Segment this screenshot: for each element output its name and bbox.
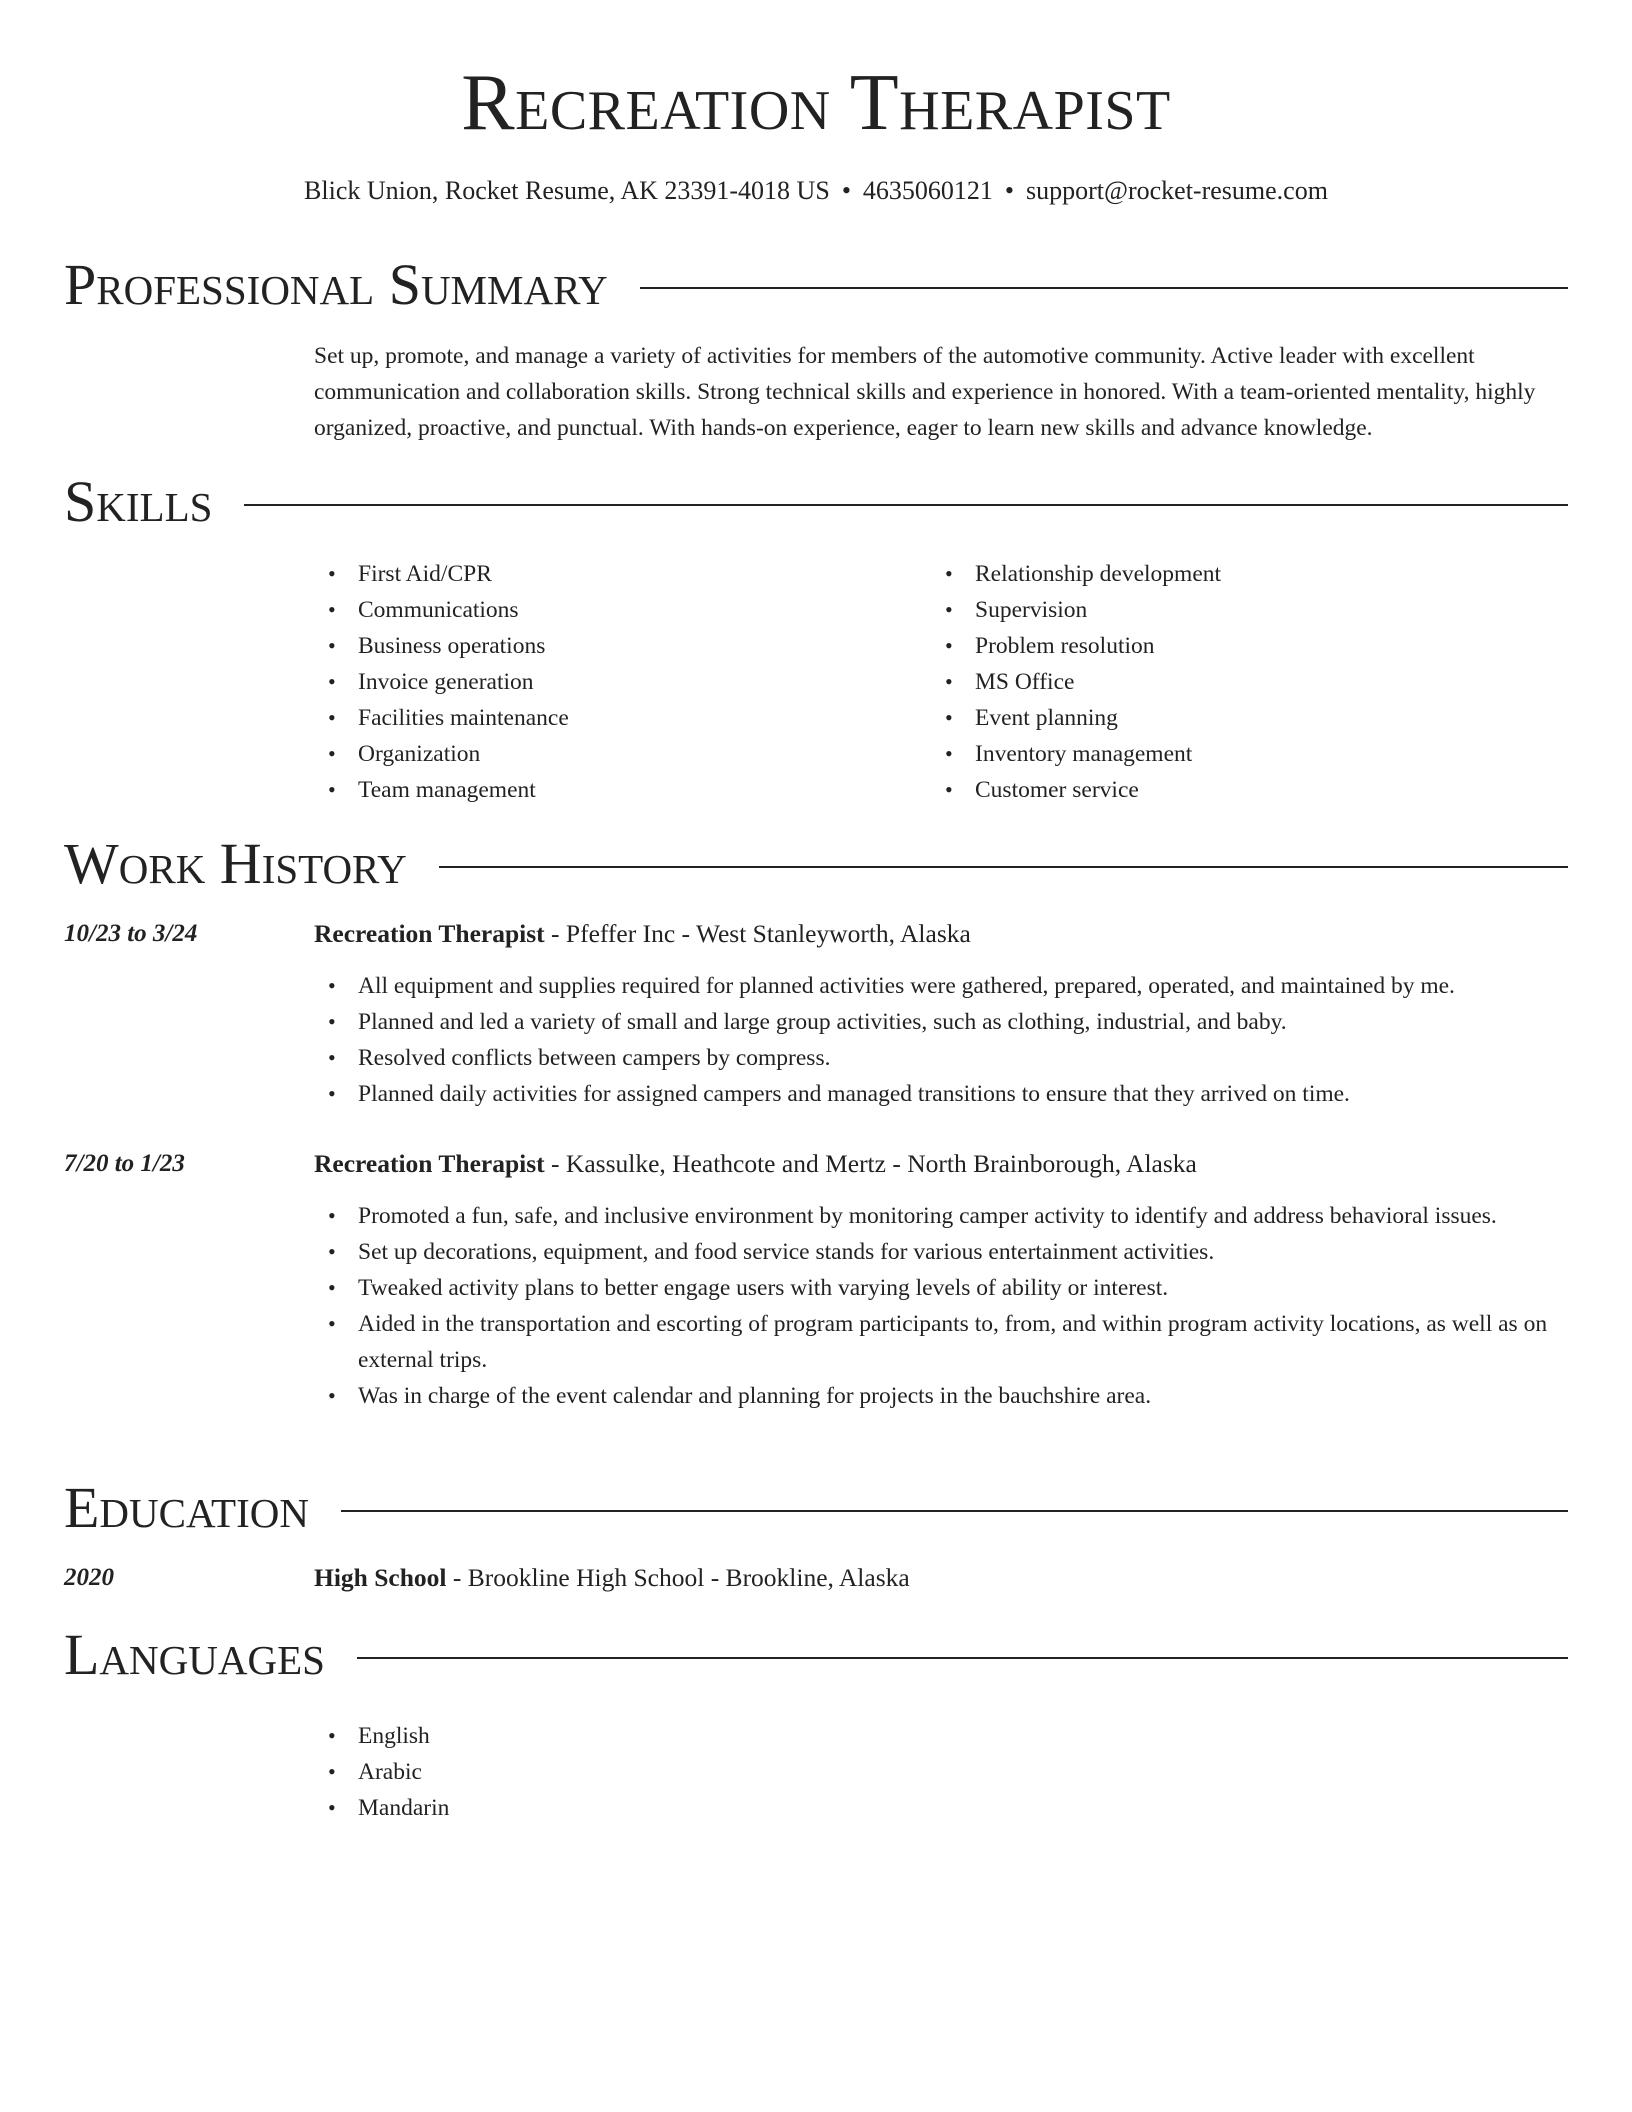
section-divider bbox=[357, 1657, 1568, 1659]
job-bullet: • Planned daily activities for assigned campers and managed transitions to ensure that they arrived on time. bbox=[314, 1076, 1568, 1112]
skill-item: • Team management bbox=[314, 772, 914, 808]
skills-list-left bbox=[314, 556, 914, 808]
languages-section-header bbox=[64, 1624, 1568, 1686]
job-dates: 10/23 to 3/24 bbox=[64, 920, 198, 947]
job-bullet-list bbox=[314, 968, 1568, 1112]
section-divider bbox=[640, 287, 1568, 289]
skill-item: • Communications bbox=[314, 592, 914, 628]
skill-item: • Inventory management bbox=[931, 736, 1531, 772]
languages-section-title: Languages bbox=[64, 1622, 325, 1687]
job-bullet: • All equipment and supplies required for planned activities were gathered, prepared, operated, and maintained by me. bbox=[314, 968, 1568, 1004]
languages-list bbox=[314, 1718, 914, 1826]
contact-separator: • bbox=[841, 176, 851, 205]
summary-section-header bbox=[64, 254, 1568, 316]
education-line bbox=[314, 1560, 1568, 1596]
skill-item: • MS Office bbox=[931, 664, 1531, 700]
skills-section-title: Skills bbox=[64, 469, 213, 534]
contact-phone: 4635060121 bbox=[862, 176, 993, 205]
skill-item: • Facilities maintenance bbox=[314, 700, 914, 736]
contact-separator: • bbox=[1004, 176, 1015, 205]
summary-section-title: Professional Summary bbox=[64, 252, 608, 317]
skill-item: • Business operations bbox=[314, 628, 914, 664]
section-divider bbox=[341, 1510, 1568, 1512]
job-bullet: • Aided in the transportation and escorting of program participants to, from, and within program activity locations, as well as on external trips. bbox=[314, 1306, 1568, 1378]
job-bullet: • Resolved conflicts between campers by compress. bbox=[314, 1040, 1568, 1076]
skill-item: • Customer service bbox=[931, 772, 1531, 808]
skill-item: • Invoice generation bbox=[314, 664, 914, 700]
job-bullet: • Set up decorations, equipment, and food service stands for various entertainment activities. bbox=[314, 1234, 1568, 1270]
job-bullet: • Was in charge of the event calendar and planning for projects in the bauchshire area. bbox=[314, 1378, 1568, 1414]
job-role: Recreation Therapist bbox=[314, 1149, 545, 1178]
contact-line bbox=[0, 175, 1632, 207]
contact-email: support@rocket-resume.com bbox=[1026, 176, 1328, 205]
job-role: Recreation Therapist bbox=[314, 919, 545, 948]
contact-address: Blick Union, Rocket Resume, AK 23391-4018 US bbox=[304, 176, 830, 205]
language-item: • Mandarin bbox=[314, 1790, 914, 1826]
work-section-header bbox=[64, 833, 1568, 895]
language-item: • English bbox=[314, 1718, 914, 1754]
section-divider bbox=[439, 866, 1568, 868]
summary-text: Set up, promote, and manage a variety of activities for members of the automotive community. Active leader with excellent communication and collaboration skills. Strong technical skills and experience in honored. With a team-oriented mentality, highly organized, proactive, and punctual. With hands-on experience, eager to learn new skills and advance knowledge. bbox=[314, 343, 1536, 441]
skill-item: • First Aid/CPR bbox=[314, 556, 914, 592]
skill-item: • Supervision bbox=[931, 592, 1531, 628]
education-year: 2020 bbox=[64, 1564, 114, 1591]
job-title-line bbox=[314, 916, 1568, 952]
education-details: - Brookline High School - Brookline, Alaska bbox=[446, 1563, 910, 1592]
skill-item: • Problem resolution bbox=[931, 628, 1531, 664]
education-degree: High School bbox=[314, 1563, 447, 1592]
job-title-line bbox=[314, 1146, 1568, 1182]
skill-item: • Relationship development bbox=[931, 556, 1531, 592]
job-bullet-list bbox=[314, 1198, 1568, 1414]
education-section-header bbox=[64, 1477, 1568, 1539]
job-details: - Kassulke, Heathcote and Mertz - North Brainborough, Alaska bbox=[544, 1149, 1197, 1178]
job-bullet: • Planned and led a variety of small and large group activities, such as clothing, industrial, and baby. bbox=[314, 1004, 1568, 1040]
skills-list-right bbox=[931, 556, 1531, 808]
job-bullet: • Promoted a fun, safe, and inclusive environment by monitoring camper activity to identify and address behavioral issues. bbox=[314, 1198, 1568, 1234]
education-section-title: Education bbox=[64, 1475, 309, 1540]
work-section-title: Work History bbox=[64, 831, 407, 896]
job-dates: 7/20 to 1/23 bbox=[64, 1150, 185, 1177]
section-divider bbox=[244, 504, 1568, 506]
language-item: • Arabic bbox=[314, 1754, 914, 1790]
job-details: - Pfeffer Inc - West Stanleyworth, Alaska bbox=[544, 919, 971, 948]
job-bullet: • Tweaked activity plans to better engage users with varying levels of ability or interest. bbox=[314, 1270, 1568, 1306]
skill-item: • Event planning bbox=[931, 700, 1531, 736]
skill-item: • Organization bbox=[314, 736, 914, 772]
skills-section-header bbox=[64, 471, 1568, 533]
candidate-name: Recreation Therapist bbox=[461, 59, 1171, 147]
